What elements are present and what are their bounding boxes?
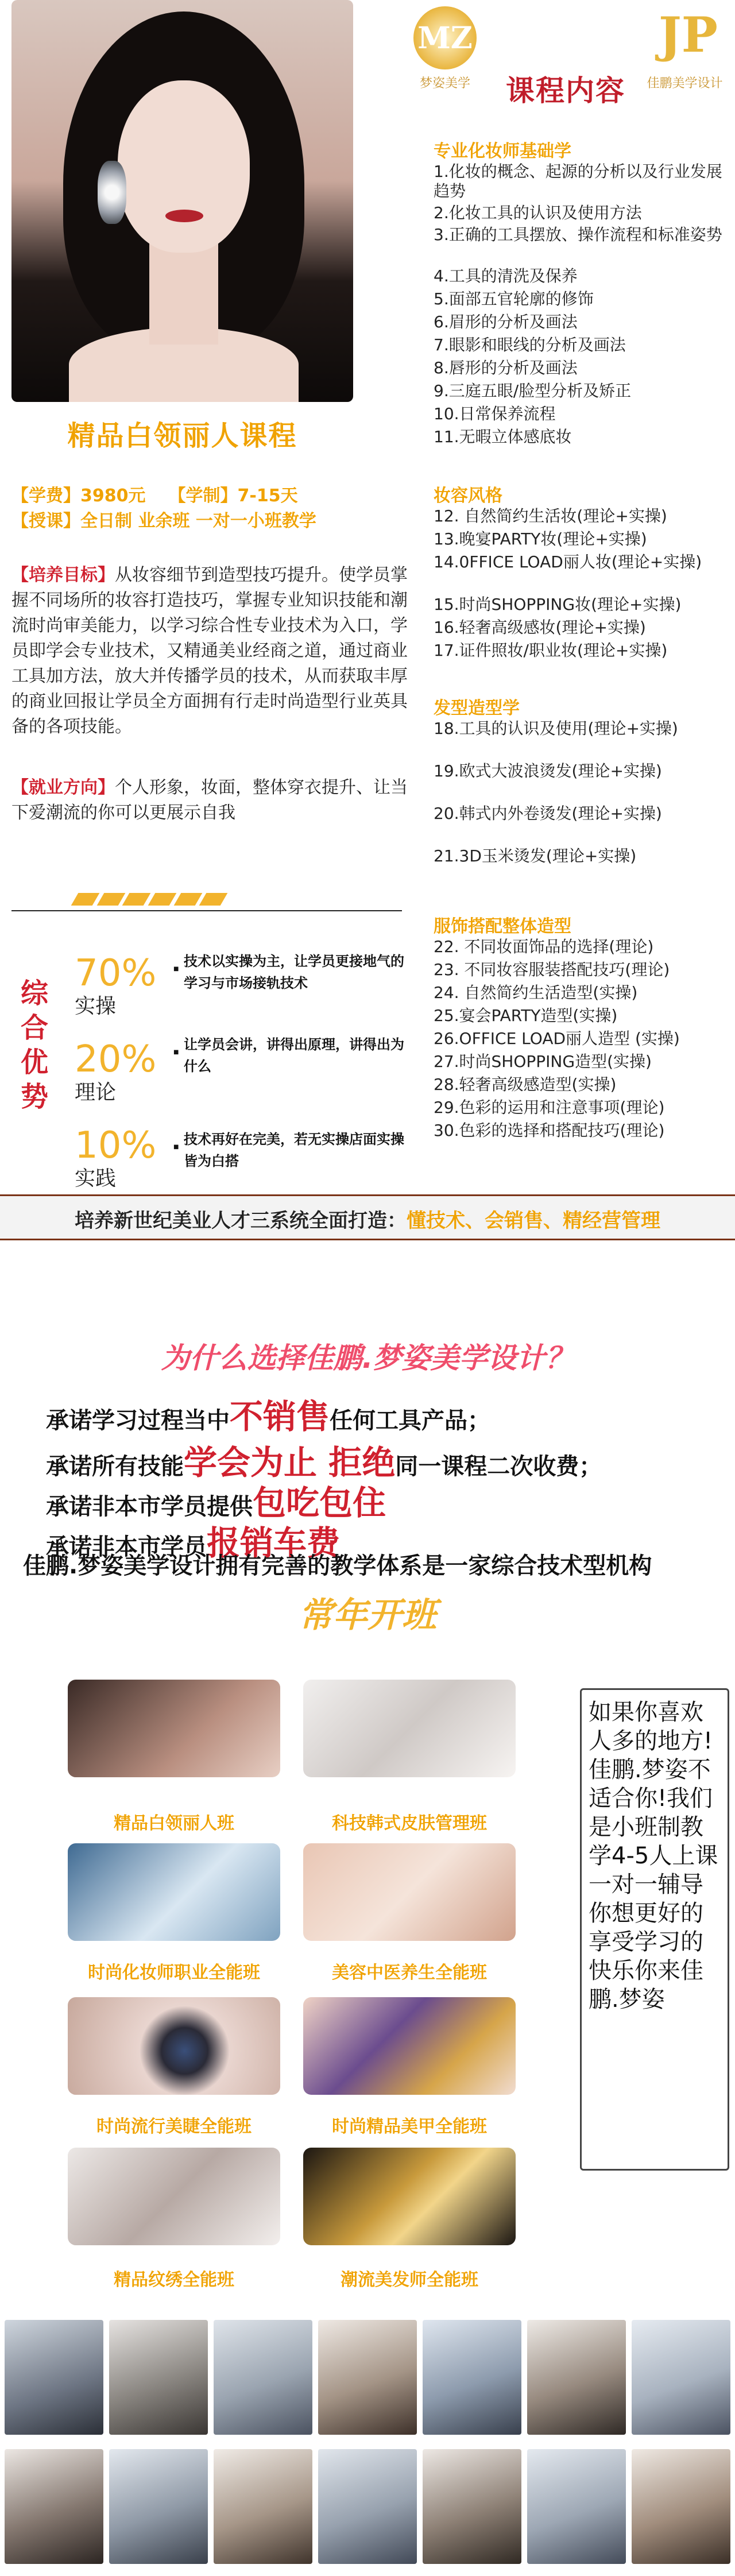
curriculum-item: 26.OFFICE LOAD丽人造型 (实操) — [434, 1029, 680, 1048]
curriculum-item: 10.日常保养流程 — [434, 404, 556, 423]
promise-post: 任何工具产品； — [330, 1407, 491, 1434]
stat-theory — [75, 1039, 189, 1106]
duration-text: 【学制】7-15天 — [168, 486, 298, 506]
class-photo-microblading — [68, 2148, 280, 2245]
hero-neck — [149, 241, 218, 345]
promise-pre: 承诺非本市学员 — [46, 1534, 207, 1560]
mz-logo-caption: 梦姿美学 — [419, 76, 470, 91]
class-label: 美容中医养生全能班 — [332, 1963, 487, 1983]
curriculum-item: 7.眼影和眼线的分析及画法 — [434, 335, 626, 354]
classroom-photo — [527, 2320, 626, 2435]
advantage-title — [11, 976, 57, 1114]
class-photo-skin-care — [303, 1680, 516, 1777]
hero-portrait-photo — [11, 0, 353, 402]
training-goal-tag: 【培养目标】 — [11, 565, 115, 585]
promise-highlight: 不销售 — [230, 1397, 330, 1436]
class-label: 精品白领丽人班 — [114, 1813, 234, 1834]
banner-highlight: 懂技术、会销售、精经营管理 — [407, 1209, 660, 1232]
curriculum-item: 6.眉形的分析及画法 — [434, 312, 578, 331]
career-direction-text: 个人形象，妆面，整体穿衣提升、让当下爱潮流的你可以更展示自我 — [11, 778, 408, 823]
advantage-note: ■ 让学员会讲，讲得出原理，讲得出为什么 — [184, 1034, 413, 1077]
classroom-photo-grid — [0, 2320, 735, 2576]
banner-prefix: 培养新世纪美业人才三系统全面打造： — [75, 1209, 407, 1232]
curriculum-item: 4.工具的清洗及保养 — [434, 266, 578, 285]
classroom-photo — [423, 2449, 521, 2564]
curriculum-section-head: 服饰搭配整体造型 — [434, 916, 571, 937]
curriculum-section-head: 专业化妆师基础学 — [434, 141, 571, 161]
stat-practice — [75, 953, 189, 1020]
curriculum-item: 19.欧式大波浪烫发(理论+实操) — [434, 761, 662, 780]
curriculum-item: 23. 不同妆容服装搭配技巧(理论) — [434, 960, 670, 979]
stat-label: 理论 — [75, 1081, 117, 1104]
class-photo-makeup-artist — [68, 1843, 280, 1941]
curriculum-item: 24. 自然简约生活造型(实操) — [434, 983, 638, 1002]
class-photo-eyelash — [68, 1997, 280, 2095]
classroom-photo — [109, 2320, 208, 2435]
small-class-note: 如果你喜欢人多的地方!佳鹏.梦姿不适合你!我们是小班制教学4-5人上课一对一辅导你想更好的享受学习的快乐你来佳鹏.梦姿 — [580, 1688, 729, 2171]
classroom-photo — [527, 2449, 626, 2564]
advantage-note: ■ 技术以实操为主，让学员更接地气的学习与市场接轨技术 — [184, 950, 413, 994]
jp-logo-caption: 佳鹏美学设计 — [647, 76, 723, 91]
classroom-photo — [632, 2320, 730, 2435]
promise-pre: 承诺所有技能 — [46, 1453, 184, 1480]
promise-pre: 承诺非本市学员提供 — [46, 1494, 253, 1520]
course-content-title: 课程内容 — [506, 74, 625, 107]
class-label: 潮流美发师全能班 — [341, 2270, 478, 2290]
classroom-photo — [632, 2449, 730, 2564]
class-label: 科技韩式皮肤管理班 — [332, 1813, 487, 1834]
class-photo-tcm-health — [303, 1843, 516, 1941]
mz-logo — [402, 3, 488, 90]
divider-line — [11, 910, 402, 911]
promise-highlight: 学会为止 拒绝 — [184, 1443, 396, 1482]
jp-logo — [635, 3, 735, 90]
curriculum-section-head: 发型造型学 — [434, 698, 520, 718]
curriculum-item: 2.化妆工具的认识及使用方法 — [434, 203, 642, 222]
promise-line — [46, 1390, 490, 1438]
class-label: 时尚化妆师职业全能班 — [88, 1963, 260, 1983]
advantage-note: ■ 技术再好在完美，若无实操店面实操皆为白搭 — [184, 1128, 413, 1172]
stat-number: 10% — [75, 1124, 157, 1167]
hero-earring — [98, 161, 126, 224]
stat-number: 20% — [75, 1038, 157, 1081]
classroom-photo — [5, 2320, 103, 2435]
class-label: 精品纹绣全能班 — [114, 2270, 234, 2290]
fee-text: 【学费】3980元 — [11, 486, 146, 506]
mz-logo-mark: MZ — [413, 6, 477, 69]
curriculum-item: 30.色彩的选择和搭配技巧(理论) — [434, 1121, 665, 1140]
promise-highlight: 报销车费 — [207, 1523, 341, 1562]
classroom-photo — [423, 2320, 521, 2435]
class-photo-white-collar — [68, 1680, 280, 1777]
advantage-title-char: 综 — [20, 977, 48, 1009]
curriculum-item: 13.晚宴PARTY妆(理论+实操) — [434, 529, 647, 548]
decorative-bars — [75, 893, 224, 906]
curriculum-item: 9.三庭五眼/脸型分析及矫正 — [434, 381, 632, 400]
curriculum-item: 20.韩式内外卷烫发(理论+实操) — [434, 804, 662, 823]
curriculum-item: 16.轻奢高级感妆(理论+实操) — [434, 618, 646, 637]
curriculum-item: 29.色彩的运用和注意事项(理论) — [434, 1098, 665, 1117]
class-photo-hairstylist — [303, 2148, 516, 2245]
stat-internship — [75, 1125, 189, 1192]
promise-pre: 承诺学习过程当中 — [46, 1407, 230, 1434]
system-banner-text — [6, 1205, 729, 1233]
advantage-title-char: 合 — [20, 1012, 48, 1044]
training-goal — [11, 563, 413, 740]
hero-face — [118, 80, 250, 253]
training-goal-text: 从妆容细节到造型技巧提升。使学员掌握不同场所的妆容打造技巧，掌握专业知识技能和潮流时尚审美能力，以学习综合性专业技术为入口，学员即学会专业技术，又精通美业经商之道，通过商业工具加方法，放大并传播学员的技术，从而获取丰厚的商业回报让学员全方面拥有行走时尚造型行业英具备的各项技能。 — [11, 565, 408, 737]
institution-intro: 佳鹏.梦姿美学设计拥有完善的教学体系是一家综合技术型机构 — [23, 1553, 652, 1579]
teaching-mode-line: 【授课】全日制 业余班 一对一小班教学 — [11, 511, 316, 531]
class-label: 时尚精品美甲全能班 — [332, 2117, 487, 2137]
curriculum-item: 28.轻奢高级感造型(实操) — [434, 1075, 617, 1094]
hero-title: 精品白领丽人课程 — [67, 420, 297, 452]
stat-label: 实践 — [75, 1167, 117, 1190]
promise-highlight: 包吃包住 — [253, 1483, 386, 1522]
promise-post: 同一课程二次收费； — [395, 1453, 602, 1480]
stat-number: 70% — [75, 952, 157, 995]
hero-lips — [165, 210, 203, 222]
why-choose-title: 为什么选择佳鹏.梦姿美学设计？ — [161, 1341, 574, 1375]
curriculum-item: 21.3D玉米烫发(理论+实操) — [434, 846, 637, 865]
curriculum-item: 25.宴会PARTY造型(实操) — [434, 1006, 618, 1025]
career-direction — [11, 775, 413, 826]
advantage-title-char: 势 — [20, 1081, 48, 1113]
classroom-photo — [318, 2320, 417, 2435]
curriculum-section-head: 妆容风格 — [434, 486, 502, 506]
curriculum-item: 12. 自然简约生活妆(理论+实操) — [434, 506, 667, 525]
jp-logo-mark: JP — [659, 6, 718, 63]
stat-label: 实操 — [75, 995, 117, 1018]
fee-duration-line — [11, 481, 321, 506]
curriculum-item: 1.化妆的概念、起源的分析以及行业发展趋势 — [434, 162, 722, 200]
curriculum-item: 11.无暇立体感底妆 — [434, 427, 572, 446]
curriculum-item: 3.正确的工具摆放、操作流程和标准姿势 — [434, 225, 722, 244]
classroom-photo — [318, 2449, 417, 2564]
curriculum-item: 5.面部五官轮廓的修饰 — [434, 289, 594, 308]
curriculum-item: 8.唇形的分析及画法 — [434, 358, 578, 377]
classroom-photo — [214, 2449, 312, 2564]
curriculum-item: 14.0FFICE LOAD丽人妆(理论+实操) — [434, 552, 702, 571]
year-round-title: 常年开班 — [299, 1595, 436, 1635]
curriculum-item: 27.时尚SHOPPING造型(实操) — [434, 1052, 652, 1071]
class-label: 时尚流行美睫全能班 — [96, 2117, 252, 2137]
curriculum-item: 17.证件照妆/职业妆(理论+实操) — [434, 641, 668, 660]
classroom-photo — [109, 2449, 208, 2564]
class-photo-nail-art — [303, 1997, 516, 2095]
classroom-photo — [214, 2320, 312, 2435]
advantage-title-char: 优 — [20, 1046, 48, 1078]
classroom-photo — [5, 2449, 103, 2564]
curriculum-item: 18.工具的认识及使用(理论+实操) — [434, 719, 678, 738]
curriculum-item: 22. 不同妆面饰品的选择(理论) — [434, 937, 654, 956]
curriculum-item: 15.时尚SHOPPING妆(理论+实操) — [434, 595, 682, 614]
career-direction-tag: 【就业方向】 — [11, 778, 115, 798]
